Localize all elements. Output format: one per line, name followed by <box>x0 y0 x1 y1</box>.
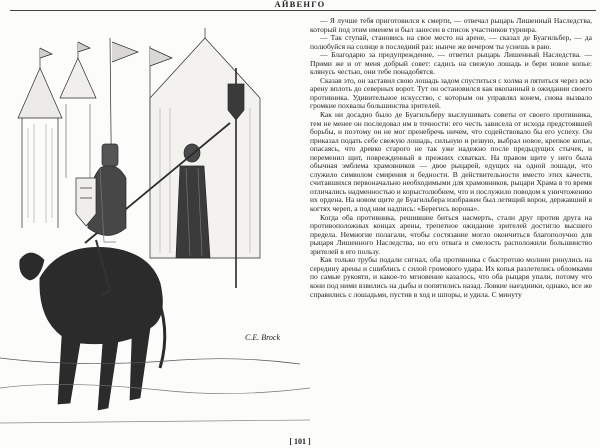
knight-engraving <box>0 28 312 448</box>
paragraph-1: — Я лучше тебя приготовился к смерти, — отвечал рыцарь Лишенный Наследства, который под этим именем и был занесен в список участников турнира. <box>310 17 592 34</box>
folio-number: 101 <box>294 437 306 446</box>
folio-right-bracket: ] <box>308 437 311 446</box>
header-rule <box>10 10 596 11</box>
paragraph-6: Когда оба противника, решившие биться насмерть, стали друг против друга на противоположных концах арены, трепетное ожидание зрителей достигло высшего предела. Немногие полагали, чтобы состязание могло окончиться благополучно для рыцаря Лишенного Наследства, но его отвага и смелость расположили большинство зрителей в его пользу. <box>310 212 592 256</box>
tournament-illustration <box>0 28 312 448</box>
artist-signature-text: C.E. Brock <box>245 333 281 342</box>
paragraph-2: — Так ступай, становись на свое место на арене, — сказал де Буагильбер, — да полюбуйся на солнце в последний раз: нынче же вечером ты уснешь в раю. <box>310 33 592 51</box>
paragraph-4: Сказав это, он заставил свою лошадь задом спуститься с холма и пятиться через всю арену вплоть до северных ворот. Тут он остановился как вкопанный в ожидании своего противника. Удивительное искусство, с которым он управлял конем, снова вызвало громкие похвалы большинства зрителей. <box>310 75 592 111</box>
paragraph-5: Как ни досадно было де Буагильберу выслушивать советы от своего противника, тем не менее он последовал им в точности: его честь зависела от исхода предстоявшей борьбы, и поэтому он не мог пренебречь ничем, что содействовало бы его успеху. Он приказал подать себе свежую лошадь, сильную и резвую, выбрал новое, крепкое копье, опасаясь, что древко старого не так уже надежно после предыдущих стычек, и переменил щит, поврежденный в прежних схватках. На правом щите у него была обычная эмблема храмовников — двое рыцарей, едущих на одной лошади, что служило символом смирения и бедности. В действительности вместо этих качеств, считавшихся первоначально необходимыми для храмовников, рыцари Храма в то время отличались надменностью и корыстолюбием, что и послужило поводом к уничтожению их ордена. На новом щите де Буагильбера изображен был летящий ворон, державший в когтях череп, а под ним надпись: «Берегись ворона». <box>310 110 592 214</box>
artist-signature <box>243 330 291 342</box>
main-text-column <box>310 17 592 427</box>
page-number <box>270 436 330 447</box>
running-title: АЙВЕНГО <box>274 0 326 9</box>
paragraph-7: Как только трубы подали сигнал, оба противника с быстротою молнии ринулись на середину арены и сшиблись с силой громового удара. Их копья разлетелись обломками по самые рукояти, и какое-то мгновение казалось, что оба рыцаря упали, потому что кони под ними взвились на дыбы и попятились назад. Ловкие наездники, однако, все же справились с лошадьми, пустив в ход и шпоры, и удила. С минуту <box>310 255 592 299</box>
paragraph-3: — Благодарю за предупреждение, — ответил рыцарь Лишенный Наследства. — Прими же и от меня добрый совет: садись на свежую лошадь и бери новое копье: клянусь честью, они тебе понадобятся. <box>310 50 592 77</box>
folio-left-bracket: [ <box>289 437 292 446</box>
